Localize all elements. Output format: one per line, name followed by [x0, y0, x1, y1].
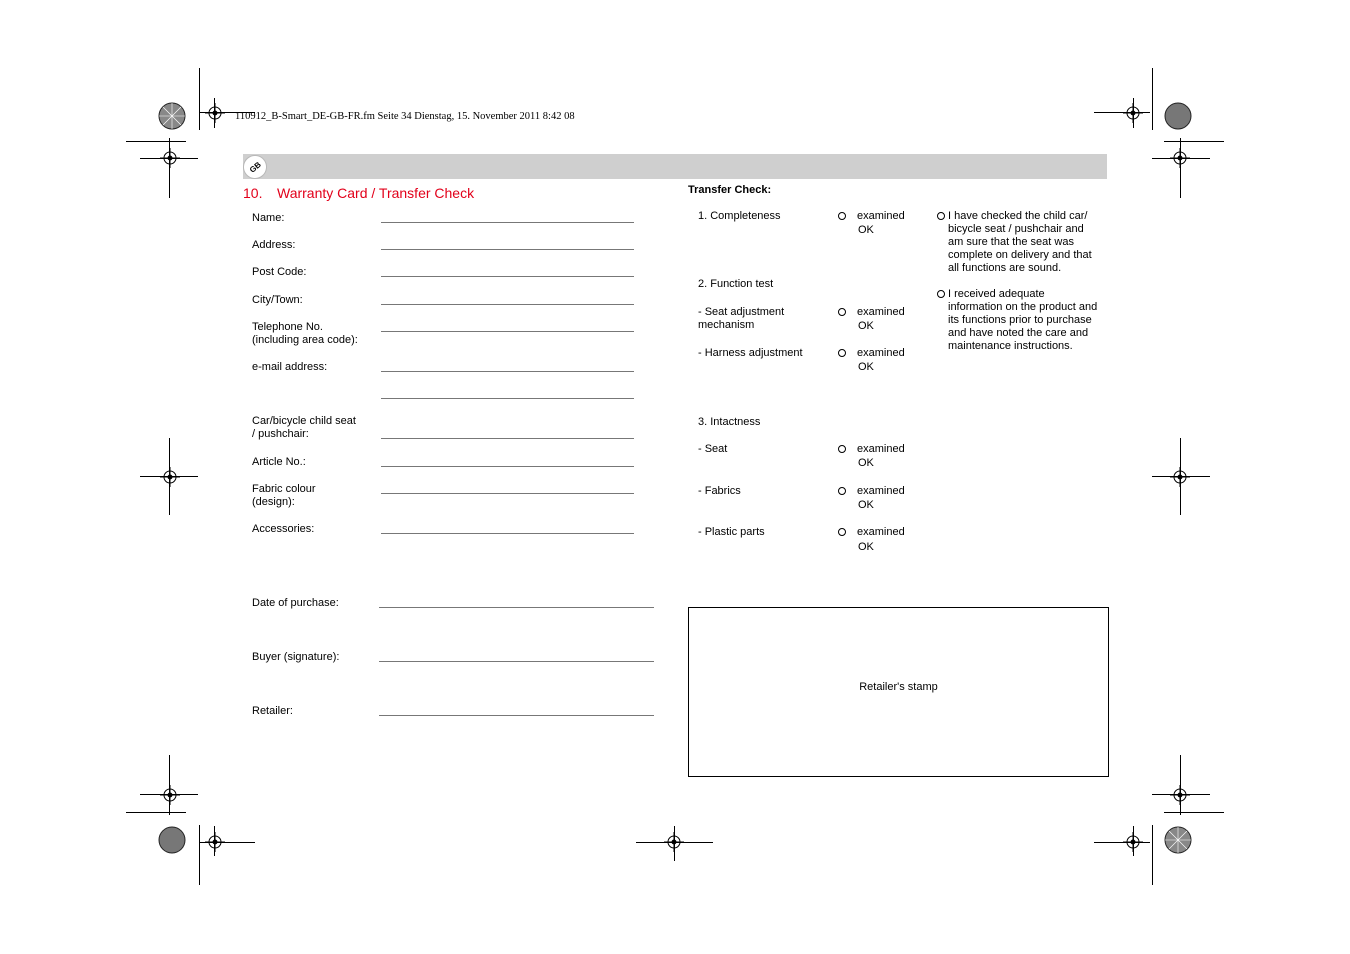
- crop-mark: [169, 138, 170, 198]
- confirm-checked-line: bicycle seat / pushchair and: [948, 223, 1084, 235]
- plastic-examined: examined: [857, 526, 905, 538]
- crop-mark: [1152, 825, 1153, 885]
- crop-mark: [199, 68, 200, 130]
- fabrics-examined: examined: [857, 485, 905, 497]
- retailer-field[interactable]: [379, 715, 654, 716]
- accessories-label: Accessories:: [252, 523, 315, 535]
- harness-checkbox[interactable]: [838, 349, 846, 357]
- crop-mark: [1180, 138, 1181, 198]
- crosshair-icon: [1170, 785, 1190, 805]
- seat-adjustment-line-1: - Seat adjustment: [698, 306, 785, 318]
- date-field[interactable]: [379, 607, 654, 608]
- plastic-ok: OK: [858, 541, 874, 553]
- seat-adjustment-examined: examined: [857, 306, 905, 318]
- seat-checkbox[interactable]: [838, 445, 846, 453]
- fabrics-checkbox[interactable]: [838, 487, 846, 495]
- buyer-label: Buyer (signature):: [252, 651, 340, 663]
- fabrics-ok: OK: [858, 499, 874, 511]
- registration-target-icon: [1164, 826, 1192, 854]
- fabric-label: [252, 483, 377, 509]
- confirm-checked-checkbox[interactable]: [937, 212, 945, 220]
- crosshair-icon: [1123, 103, 1143, 123]
- date-label: Date of purchase:: [252, 597, 339, 609]
- seat-type-label-line-2: / pushchair:: [252, 428, 309, 440]
- seat-examined: examined: [857, 443, 905, 455]
- retailer-stamp-label: Retailer's stamp: [859, 681, 938, 693]
- address-label: Address:: [252, 239, 296, 251]
- accessories-field[interactable]: [381, 533, 634, 534]
- address-field[interactable]: [381, 249, 634, 250]
- confirm-info-checkbox[interactable]: [937, 290, 945, 298]
- crosshair-icon: [664, 832, 684, 852]
- function-test-label: 2. Function test: [698, 278, 774, 290]
- name-field[interactable]: [381, 222, 634, 223]
- harness-ok: OK: [858, 361, 874, 373]
- seat-type-label: [252, 415, 377, 441]
- post-code-field[interactable]: [381, 276, 634, 277]
- harness-examined: examined: [857, 347, 905, 359]
- transfer-heading: Transfer Check:: [688, 184, 772, 196]
- seat-label: - Seat: [698, 443, 728, 455]
- crop-mark: [199, 825, 200, 885]
- post-code-label: Post Code:: [252, 266, 307, 278]
- fabric-label-line-2: (design):: [252, 496, 295, 508]
- name-label: Name:: [252, 212, 285, 224]
- crop-mark: [1164, 812, 1224, 813]
- fabric-field[interactable]: [381, 493, 634, 494]
- confirm-checked-line: complete on delivery and that: [948, 249, 1092, 261]
- confirm-checked-line: am sure that the seat was: [948, 236, 1074, 248]
- section-number: 10.: [243, 185, 263, 201]
- crop-mark: [126, 812, 186, 813]
- completeness-ok: OK: [858, 224, 874, 236]
- telephone-label: [252, 321, 377, 347]
- email-field-extra[interactable]: [381, 398, 634, 399]
- page-title: [243, 185, 474, 201]
- seat-type-label-line-1: Car/bicycle child seat: [252, 415, 356, 427]
- crop-mark: [1152, 68, 1153, 130]
- intactness-label: 3. Intactness: [698, 416, 761, 428]
- confirm-checked-line: all functions are sound.: [948, 262, 1062, 274]
- confirm-info-line: I received adequate: [948, 288, 1045, 300]
- crosshair-icon: [1170, 467, 1190, 487]
- confirm-checked-line: I have checked the child car/: [948, 210, 1088, 222]
- telephone-field[interactable]: [381, 331, 634, 332]
- completeness-examined: examined: [857, 210, 905, 222]
- seat-adjustment-line-2: mechanism: [698, 319, 755, 331]
- email-label: e-mail address:: [252, 361, 328, 373]
- city-label: City/Town:: [252, 294, 303, 306]
- seat-type-field[interactable]: [381, 438, 634, 439]
- article-label: Article No.:: [252, 456, 306, 468]
- registration-target-icon: [158, 102, 186, 130]
- crosshair-icon: [160, 467, 180, 487]
- crop-mark: [1164, 141, 1224, 142]
- plastic-label: - Plastic parts: [698, 526, 765, 538]
- confirm-info-line: information on the product and: [948, 301, 1098, 313]
- buyer-signature-field[interactable]: [379, 661, 654, 662]
- crosshair-icon: [160, 148, 180, 168]
- seat-adjustment-ok: OK: [858, 320, 874, 332]
- plastic-checkbox[interactable]: [838, 528, 846, 536]
- telephone-label-line-2: (including area code):: [252, 334, 358, 346]
- fabric-label-line-1: Fabric colour: [252, 483, 316, 495]
- crosshair-icon: [1170, 148, 1190, 168]
- confirm-info-line: maintenance instructions.: [948, 340, 1073, 352]
- registration-target-icon: [158, 826, 186, 854]
- email-field[interactable]: [381, 371, 634, 372]
- seat-adjustment-checkbox[interactable]: [838, 308, 846, 316]
- crop-mark: [126, 141, 186, 142]
- language-badge: GB: [238, 150, 272, 184]
- crosshair-icon: [1123, 832, 1143, 852]
- fabrics-label: - Fabrics: [698, 485, 741, 497]
- registration-target-icon: [1164, 102, 1192, 130]
- harness-label: - Harness adjustment: [698, 347, 803, 359]
- telephone-label-line-1: Telephone No.: [252, 321, 323, 333]
- completeness-checkbox[interactable]: [838, 212, 846, 220]
- crosshair-icon: [205, 103, 225, 123]
- header-band: [243, 154, 1107, 179]
- crosshair-icon: [160, 785, 180, 805]
- file-info: 110912_B-Smart_DE-GB-FR.fm Seite 34 Dienstag, 15. November 2011 8:42 08: [235, 111, 575, 122]
- completeness-label: 1. Completeness: [698, 210, 781, 222]
- article-field[interactable]: [381, 466, 634, 467]
- seat-ok: OK: [858, 457, 874, 469]
- city-field[interactable]: [381, 304, 634, 305]
- confirm-info-line: and have noted the care and: [948, 327, 1089, 339]
- confirm-info-text: [948, 288, 1108, 353]
- confirm-info-line: its functions prior to purchase: [948, 314, 1092, 326]
- seat-adjustment-label: [698, 306, 833, 332]
- section-title: Warranty Card / Transfer Check: [277, 185, 475, 201]
- crosshair-icon: [205, 832, 225, 852]
- confirm-checked-text: [948, 210, 1108, 275]
- retailer-label: Retailer:: [252, 705, 293, 717]
